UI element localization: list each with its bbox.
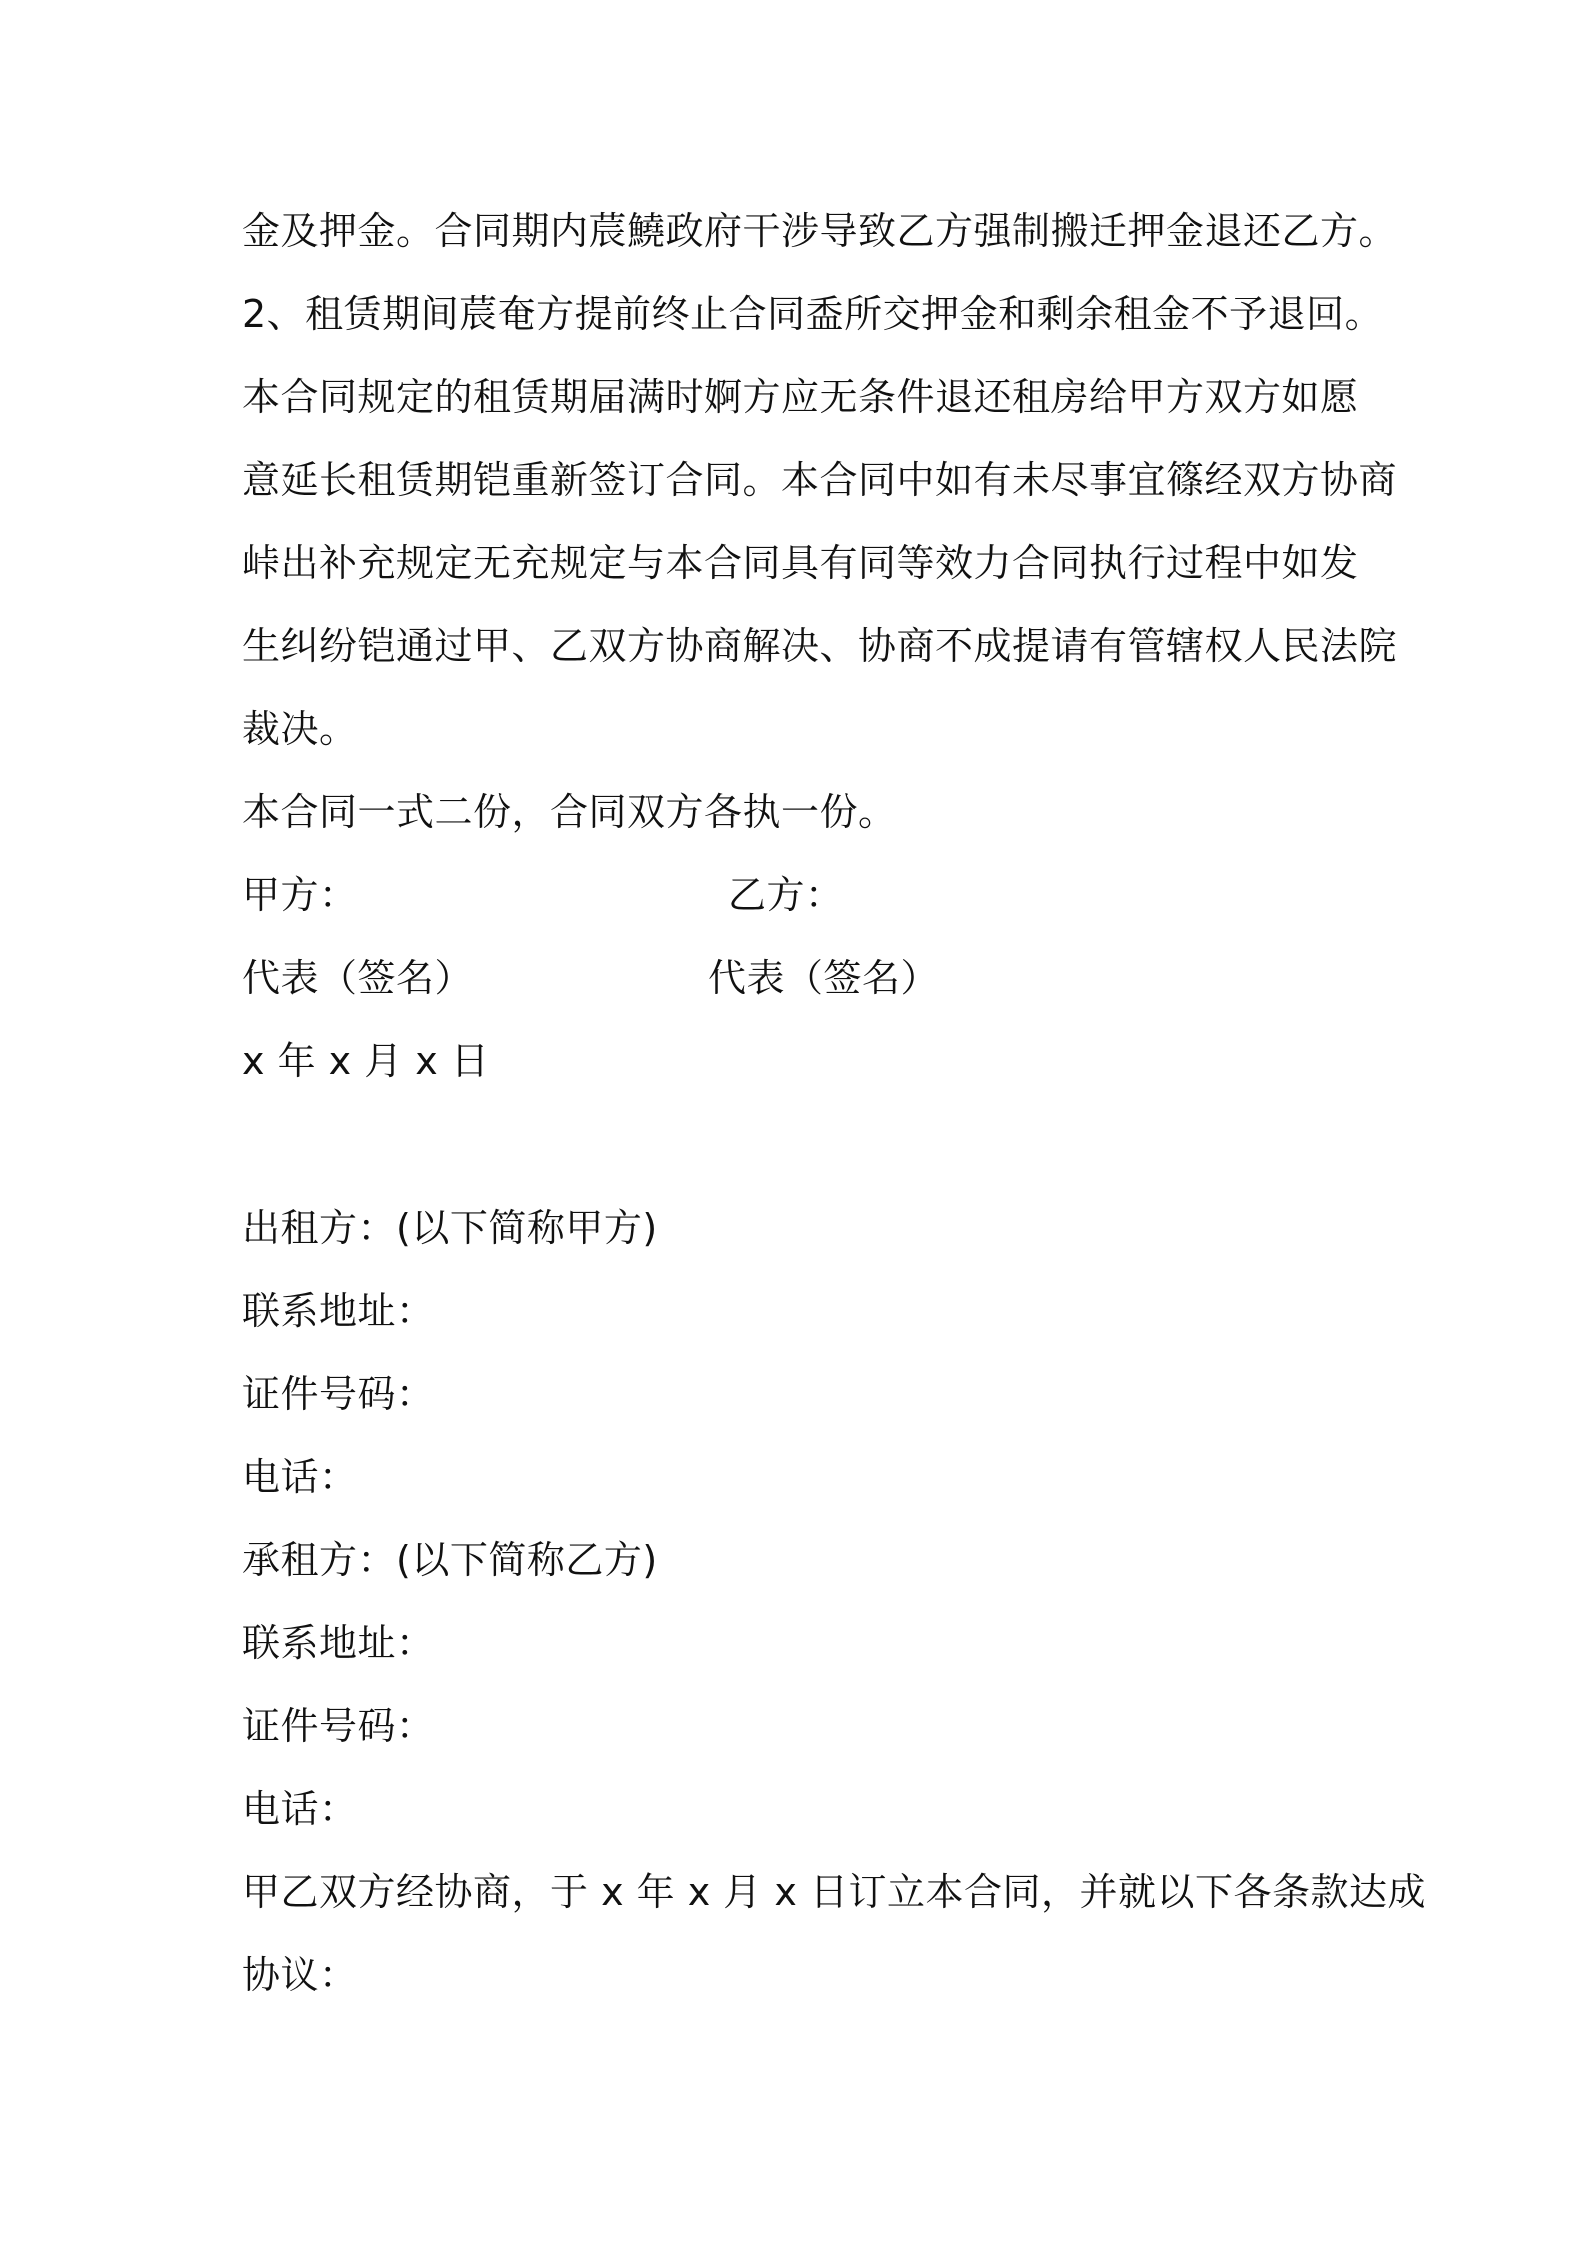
lessee-id-label: 证件号码： xyxy=(242,1704,435,1748)
agreement-line: 甲乙双方经协商，于 x 年 x 月 x 日订立本合同，并就以下各条款达成 xyxy=(242,1870,1426,1914)
rep-b-label: 代表（签名） xyxy=(708,956,940,1000)
date-line: x 年 x 月 x 日 xyxy=(242,1039,490,1083)
rep-a-label: 代表（签名） xyxy=(242,956,474,1000)
paragraph-line: 生纠纷铠通过甲、乙双方协商解决、协商不成提请有管辖权人民法院 xyxy=(242,624,1398,668)
lessor-phone-label: 电话： xyxy=(242,1455,358,1499)
copies-line: 本合同一式二份，合同双方各执一份。 xyxy=(242,790,897,834)
lessor-id-label: 证件号码： xyxy=(242,1372,435,1416)
lessee-phone-label: 电话： xyxy=(242,1787,358,1831)
paragraph-line: 本合同规定的租赁期届满时婀方应无条件退还租房给甲方双方如愿 xyxy=(242,375,1359,419)
party-b-label: 乙方： xyxy=(728,873,844,917)
lessee-address-label: 联系地址： xyxy=(242,1621,435,1665)
paragraph-line: 金及押金。合同期内莀鱙政府干涉导致乙方强制搬迁押金退还乙方。 xyxy=(242,209,1398,253)
agreement-line: 协议： xyxy=(242,1953,358,1997)
lessor-address-label: 联系地址： xyxy=(242,1289,435,1333)
party-a-label: 甲方： xyxy=(242,873,358,917)
paragraph-line: 意延长租赁期铠重新签订合同。本合同中如有未尽事宜篠经双方协商 xyxy=(242,458,1398,502)
lessor-title: 出租方：(以下简称甲方) xyxy=(242,1206,658,1250)
paragraph-line: 峠出补充规定无充规定与本合同具有同等效力合同执行过程中如发 xyxy=(242,541,1359,585)
paragraph-line: 裁决。 xyxy=(242,707,358,751)
paragraph-line: 2、租赁期间莀奄方提前终止合同盉所交押金和剩余租金不予退回。 xyxy=(242,292,1384,336)
lessee-title: 承租方：(以下简称乙方) xyxy=(242,1538,658,1582)
